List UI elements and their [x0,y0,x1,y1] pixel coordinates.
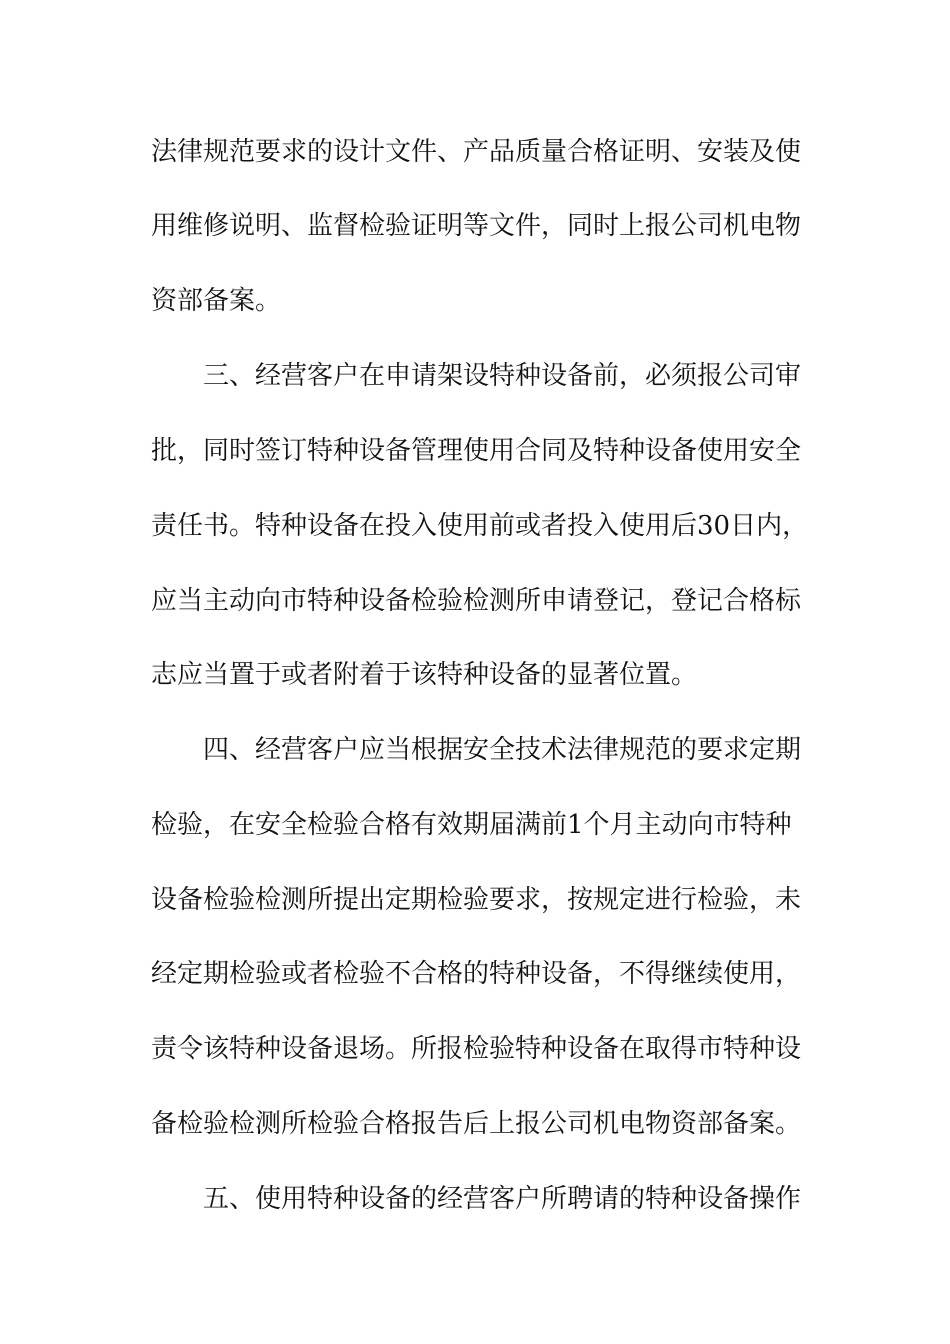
text-line: 用维修说明、监督检验证明等文件，同时上报公司机电物 [151,211,802,241]
paragraph-three-start: 三、经营客户在申请架设特种设备前，必须报公司审 [203,361,802,391]
text-line: 经定期检验或者检验不合格的特种设备，不得继续使用， [151,959,802,989]
text-line: 批，同时签订特种设备管理使用合同及特种设备使用安全 [151,436,802,466]
text-line: 法律规范要求的设计文件、产品质量合格证明、安装及使 [151,137,802,167]
text-line: 责令该特种设备退场。所报检验特种设备在取得市特种设 [151,1034,802,1064]
text-line: 设备检验检测所提出定期检验要求，按规定进行检验，未 [151,885,802,915]
text-line: 备检验检测所检验合格报告后上报公司机电物资部备案。 [151,1109,802,1139]
text-line: 应当主动向市特种设备检验检测所申请登记，登记合格标 [151,586,802,616]
text-line: 资部备案。 [151,286,282,316]
text-line: 责任书。特种设备在投入使用前或者投入使用后30日内， [151,511,809,541]
paragraph-five-start: 五、使用特种设备的经营客户所聘请的特种设备操作 [203,1184,802,1214]
text-line: 检验，在安全检验合格有效期届满前1个月主动向市特种 [151,810,792,840]
text-line: 志应当置于或者附着于该特种设备的显著位置。 [151,660,698,690]
paragraph-four-start: 四、经营客户应当根据安全技术法律规范的要求定期 [203,735,802,765]
